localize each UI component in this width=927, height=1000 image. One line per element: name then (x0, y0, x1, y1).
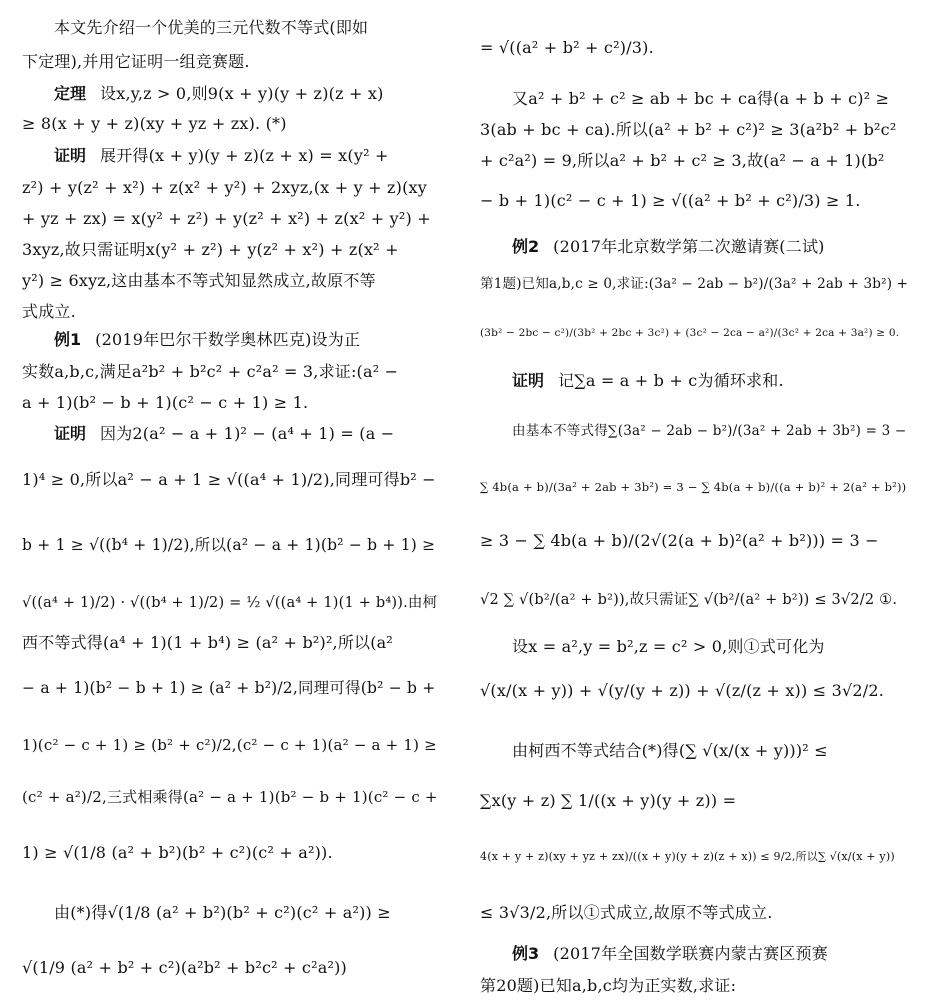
line-text: a + 1)(b² − b + 1)(c² − c + 1) ≥ 1. (22, 392, 309, 412)
text-line (22, 51, 447, 72)
text-line (480, 476, 910, 497)
text-line (22, 423, 447, 444)
text-line (480, 847, 910, 867)
line-text: 3xyz,故只需证明x(y² + z²) + y(z² + x²) + z(x² + (22, 239, 399, 259)
text-line (480, 119, 910, 140)
line-text: 设x,y,z > 0,则9(x + y)(y + z)(z + x) (100, 83, 384, 103)
text-line (480, 420, 910, 441)
section-keyword: 定理 (54, 83, 87, 103)
text-line (22, 786, 447, 807)
text-line (22, 593, 447, 613)
text-line (480, 37, 910, 58)
left-column (22, 0, 447, 1000)
line-text: 第20题)已知a,b,c均为正实数,求证: (480, 975, 737, 995)
line-text: 展开得(x + y)(y + z)(z + x) = x(y² + (100, 145, 389, 165)
text-line (22, 957, 447, 978)
text-line (22, 734, 447, 755)
text-line (22, 113, 447, 134)
text-line (22, 469, 447, 490)
line-text: 由柯西不等式结合(*)得(∑ √(x/(x + y)))² ≤ (512, 740, 828, 760)
line-text: − a + 1)(b² − b + 1) ≥ (a² + b²)/2,同理可得(b² − b + (22, 679, 436, 697)
text-line (22, 677, 447, 698)
text-line (22, 145, 447, 166)
line-text: 设x = a²,y = b²,z = c² > 0,则①式可化为 (512, 636, 825, 656)
line-text: 3(ab + bc + ca).所以(a² + b² + c²)² ≥ 3(a²b² + b²c² (480, 119, 897, 139)
text-line (480, 902, 910, 923)
line-text: (2019年巴尔干数学奥林匹克)设为正 (95, 329, 361, 349)
text-line (480, 975, 910, 996)
text-line (22, 842, 447, 863)
line-text: 1)(c² − c + 1) ≥ (b² + c²)/2,(c² − c + 1)(a² − a + 1) ≥ (22, 736, 437, 754)
text-line (22, 177, 447, 198)
section-keyword: 证明 (512, 370, 545, 390)
line-text: √(1/9 (a² + b² + c²)(a²b² + b²c² + c²a²)) (22, 957, 347, 977)
text-line (480, 273, 910, 294)
line-text: + yz + zx) = x(y² + z²) + y(z² + x²) + z(x² + y²) + (22, 208, 431, 228)
text-line (22, 83, 447, 104)
line-text: √2 ∑ √(b²/(a² + b²)),故只需证∑ √(b²/(a² + b²)) ≤ 3√2/2 ①. (480, 592, 898, 608)
text-line (22, 902, 447, 923)
text-line (480, 790, 910, 811)
line-text: 1) ≥ √(1/8 (a² + b²)(b² + c²)(c² + a²)). (22, 842, 333, 862)
right-column (480, 0, 910, 1000)
line-text: 西不等式得(a⁴ + 1)(1 + b⁴) ≥ (a² + b²)²,所以(a² (22, 632, 394, 652)
line-text: (2017年北京数学第二次邀请赛(二试) (553, 236, 825, 256)
line-text: √((a⁴ + 1)/2) · √((b⁴ + 1)/2) = ½ √((a⁴ + 1)(1 + b⁴)).由柯 (22, 595, 438, 611)
line-text: y²) ≥ 6xyz,这由基本不等式知显然成立,故原不等 (22, 270, 376, 290)
text-line (22, 632, 447, 653)
text-line (22, 239, 447, 260)
line-text: 本文先介绍一个优美的三元代数不等式(即如 (54, 17, 369, 37)
line-text: 下定理),并用它证明一组竞赛题. (22, 51, 250, 71)
text-line (22, 270, 447, 291)
line-text: + c²a²) = 9,所以a² + b² + c² ≥ 3,故(a² − a + 1)(b² (480, 150, 885, 170)
text-line (480, 370, 910, 391)
text-line (480, 680, 910, 701)
text-line (480, 88, 910, 109)
section-keyword: 例1 (54, 329, 82, 349)
section-keyword: 例3 (512, 943, 540, 963)
line-text: (c² + a²)/2,三式相乘得(a² − a + 1)(b² − b + 1)(c² − c + (22, 788, 438, 806)
line-text: 由(*)得√(1/8 (a² + b²)(b² + c²)(c² + a²)) ≥ (54, 902, 391, 922)
section-keyword: 例2 (512, 236, 540, 256)
line-text: ≤ 3√3/2,所以①式成立,故原不等式成立. (480, 902, 773, 922)
line-text: ≥ 3 − ∑ 4b(a + b)/(2√(2(a + b)²(a² + b²))) = 3 − (480, 530, 879, 550)
text-line (22, 17, 447, 38)
line-text: 第1题)已知a,b,c ≥ 0,求证:(3a² − 2ab − b²)/(3a² + 2ab + 3b²) + (480, 275, 909, 292)
line-text: ≥ 8(x + y + z)(xy + yz + zx). (*) (22, 113, 287, 133)
line-text: (3b² − 2bc − c²)/(3b² + 2bc + 3c²) + (3c² − 2ca − a²)/(3c² + 2ca + 3a²) ≥ 0. (480, 327, 900, 339)
line-text: 由基本不等式得∑(3a² − 2ab − b²)/(3a² + 2ab + 3b²) = 3 − (512, 422, 907, 439)
text-line (22, 534, 447, 555)
line-text: 记∑a = a + b + c为循环求和. (558, 370, 784, 390)
line-text: (2017年全国数学联赛内蒙古赛区预赛 (553, 943, 828, 963)
text-line (22, 392, 447, 413)
line-text: √(x/(x + y)) + √(y/(y + z)) + √(z/(z + x)) ≤ 3√2/2. (480, 680, 885, 700)
text-line (480, 590, 910, 610)
text-line (22, 301, 447, 322)
text-line (22, 329, 447, 350)
text-line (480, 636, 910, 657)
text-line (480, 323, 910, 343)
text-line (480, 190, 910, 211)
line-text: = √((a² + b² + c²)/3). (480, 37, 654, 57)
text-line (22, 208, 447, 229)
text-line (480, 150, 910, 171)
line-text: − b + 1)(c² − c + 1) ≥ √((a² + b² + c²)/3) ≥ 1. (480, 190, 861, 210)
line-text: 又a² + b² + c² ≥ ab + bc + ca得(a + b + c)² ≥ (512, 88, 890, 108)
section-keyword: 证明 (54, 423, 87, 443)
text-line (480, 236, 910, 257)
section-keyword: 证明 (54, 145, 87, 165)
text-line (22, 361, 447, 382)
line-text: 4(x + y + z)(xy + yz + zx)/((x + y)(y + z)(z + x)) ≤ 9/2,所以∑ √(x/(x + y)) (480, 850, 895, 863)
line-text: b + 1 ≥ √((b⁴ + 1)/2),所以(a² − a + 1)(b² − b + 1) ≥ (22, 536, 436, 554)
line-text: ∑ 4b(a + b)/(3a² + 2ab + 3b²) = 3 − ∑ 4b(a + b)/((a + b)² + 2(a² + b²)) (480, 480, 907, 494)
line-text: 式成立. (22, 301, 76, 321)
text-line (480, 943, 910, 964)
line-text: z²) + y(z² + x²) + z(x² + y²) + 2xyz,(x + y + z)(xy (22, 177, 427, 197)
line-text: 1)⁴ ≥ 0,所以a² − a + 1 ≥ √((a⁴ + 1)/2),同理可得b² − (22, 469, 436, 489)
line-text: ∑x(y + z) ∑ 1/((x + y)(y + z)) = (480, 790, 737, 810)
text-line (480, 740, 910, 761)
line-text: 实数a,b,c,满足a²b² + b²c² + c²a² = 3,求证:(a² − (22, 361, 399, 381)
text-line (480, 530, 910, 551)
line-text: 因为2(a² − a + 1)² − (a⁴ + 1) = (a − (100, 423, 395, 443)
